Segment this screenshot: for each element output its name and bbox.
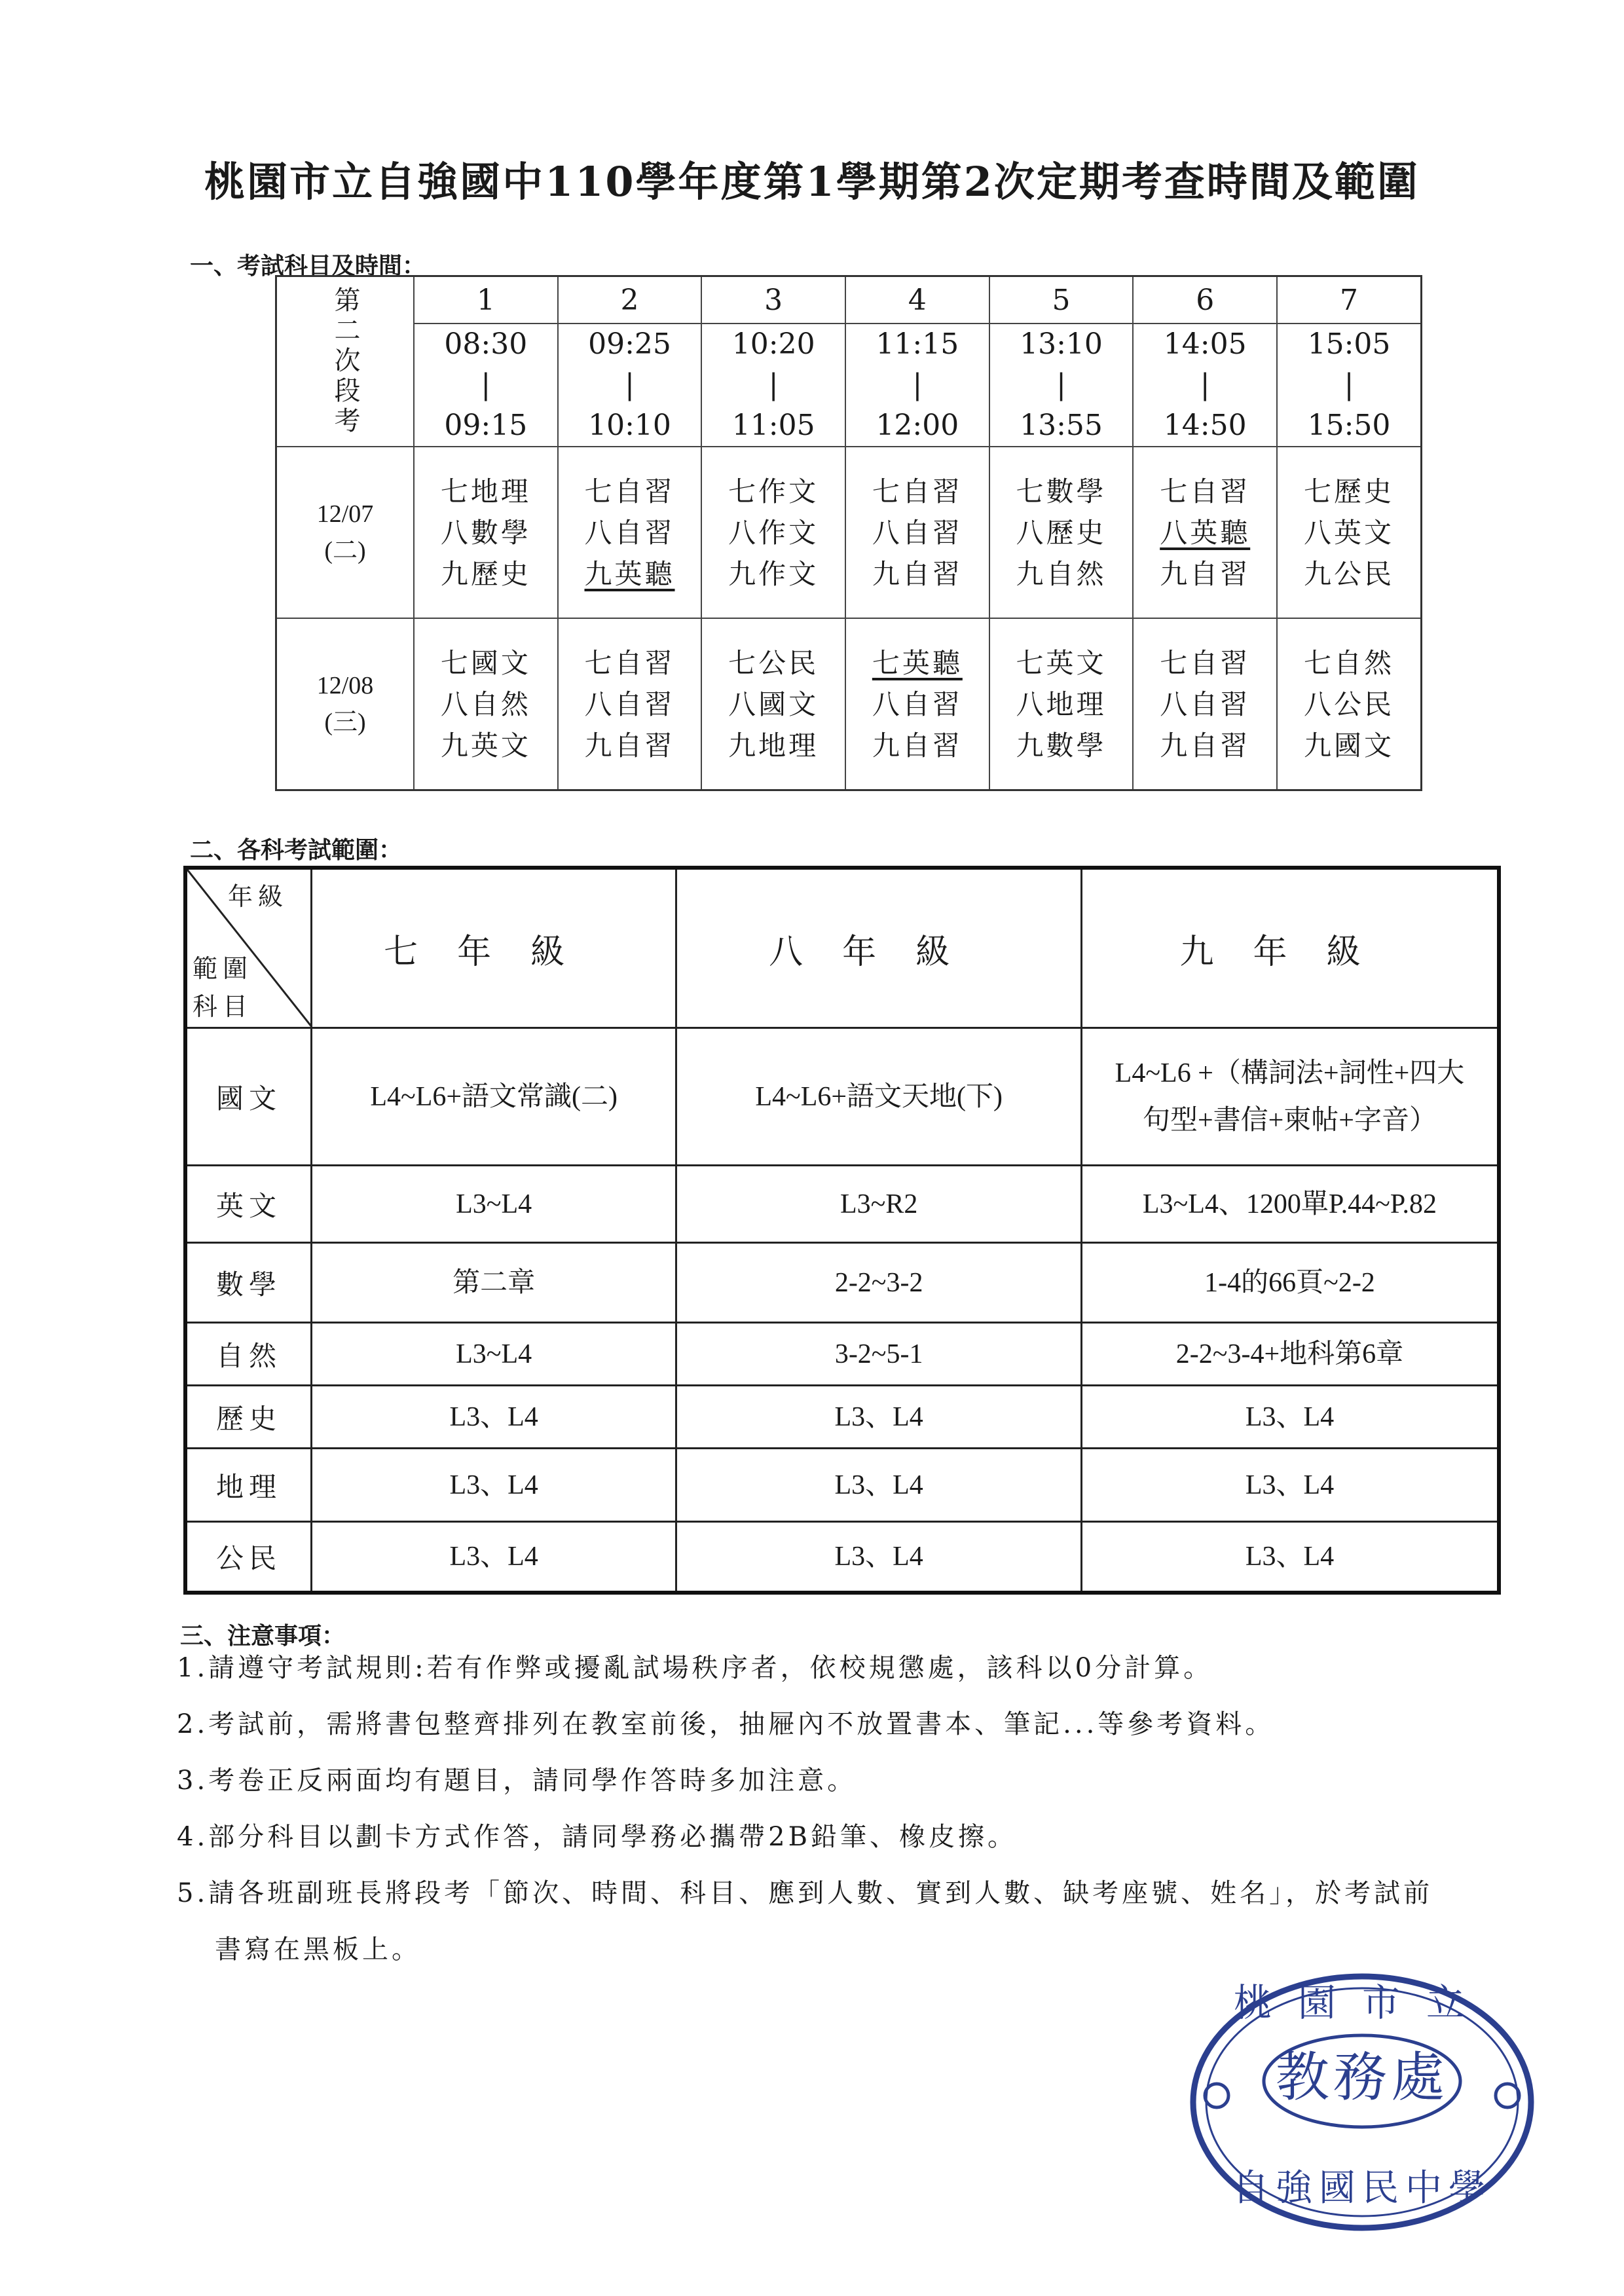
subject-name: 公民 <box>185 1522 311 1593</box>
subject-name: 歷史 <box>185 1386 311 1449</box>
range-cell: 第二章 <box>311 1243 676 1323</box>
range-cell: L3、L4 <box>311 1449 676 1522</box>
range-cell: 1-4的66頁~2-2 <box>1081 1243 1499 1323</box>
range-cell: L3~R2 <box>676 1166 1082 1243</box>
exam-schedule-table <box>275 275 1422 791</box>
exam-date: 12/07 (二) <box>276 447 415 618</box>
stamp-center-text: 教務處 <box>1275 2046 1449 2109</box>
schedule-cell: 七數學 八歷史 九自然 <box>989 447 1134 618</box>
range-cell: L3、L4 <box>676 1522 1082 1593</box>
period-time: 08:30 | 09:15 <box>414 324 558 447</box>
schedule-cell: 七自習 八自習 九自習 <box>1133 618 1277 790</box>
section3-heading: 三、注意事項： <box>180 1622 346 1650</box>
schedule-cell: 七地理 八數學 九歷史 <box>414 447 558 618</box>
period-number: 6 <box>1133 276 1277 324</box>
grade-header: 八年級 <box>676 868 1082 1028</box>
subject-name: 國文 <box>185 1028 311 1166</box>
section2-heading: 二、各科考試範圍： <box>190 836 403 864</box>
range-cell: L3、L4 <box>1081 1522 1499 1593</box>
period-number: 3 <box>701 276 845 324</box>
period-time: 09:25 | 10:10 <box>558 324 702 447</box>
exam-range-table <box>183 866 1501 1595</box>
period-time: 14:05 | 14:50 <box>1133 324 1277 447</box>
note-item: 2.考試前，需將書包整齊排列在教室前後，抽屜內不放置書本、筆記...等參考資料。 <box>177 1709 1275 1739</box>
period-time: 13:10 | 13:55 <box>989 324 1134 447</box>
notes-list <box>177 1647 1486 1985</box>
grade-header: 九年級 <box>1081 868 1499 1028</box>
schedule-cell: 七自習 八英聽 九自習 <box>1133 447 1277 618</box>
schedule-cell: 七作文 八作文 九作文 <box>701 447 845 618</box>
period-number: 2 <box>558 276 702 324</box>
schedule-header-label: 第二次段考 <box>276 276 415 447</box>
note-item: 5.請各班副班長將段考「節次、時間、科目、應到人數、實到人數、缺考座號、姓名」，於考試前 <box>177 1878 1433 1908</box>
range-cell: L3、L4 <box>311 1386 676 1449</box>
note-item-continued: 書寫在黑板上。 <box>215 1935 421 1965</box>
subject-name: 英文 <box>185 1166 311 1243</box>
range-cell: L3、L4 <box>676 1386 1082 1449</box>
plum-blossom-icon <box>1205 2084 1228 2107</box>
corner-grade-label: 年級 <box>228 882 289 911</box>
period-time: 10:20 | 11:05 <box>701 324 845 447</box>
note-item: 4.部分科目以劃卡方式作答，請同學務必攜帶2B鉛筆、橡皮擦。 <box>177 1822 1018 1852</box>
subject-name: 數學 <box>185 1243 311 1323</box>
schedule-cell: 七歷史 八英文 九公民 <box>1277 447 1421 618</box>
schedule-cell: 七自然 八公民 九國文 <box>1277 618 1421 790</box>
corner-range-label: 範圍 <box>193 954 253 983</box>
range-cell: 2-2~3-4+地科第6章 <box>1081 1323 1499 1386</box>
note-item: 1.請遵守考試規則:若有作弊或擾亂試場秩序者，依校規懲處，該科以0分計算。 <box>177 1653 1213 1683</box>
range-cell: L4~L6 +（構詞法+詞性+四大 句型+書信+柬帖+字音） <box>1081 1028 1499 1166</box>
stamp-top-text: 桃園市立 <box>1233 1980 1491 2025</box>
office-seal-stamp <box>1179 1965 1545 2240</box>
page-title: 桃園市立自強國中110學年度第1學期第2次定期考查時間及範圍 <box>204 158 1420 206</box>
schedule-cell: 七公民 八國文 九地理 <box>701 618 845 790</box>
section1-heading: 一、考試科目及時間： <box>190 252 426 280</box>
schedule-cell: 七英文 八地理 九數學 <box>989 618 1134 790</box>
period-number: 5 <box>989 276 1134 324</box>
subject-name: 自然 <box>185 1323 311 1386</box>
corner-header <box>185 868 311 1028</box>
schedule-cell: 七自習 八自習 九英聽 <box>558 447 702 618</box>
grade-header: 七年級 <box>311 868 676 1028</box>
range-cell: L3、L4 <box>1081 1449 1499 1522</box>
range-cell: L3、L4 <box>676 1449 1082 1522</box>
subject-name: 地理 <box>185 1449 311 1522</box>
range-cell: L3、L4 <box>311 1522 676 1593</box>
note-item: 3.考卷正反兩面均有題目，請同學作答時多加注意。 <box>177 1766 857 1796</box>
schedule-cell: 七自習 八自習 九自習 <box>845 447 989 618</box>
schedule-cell: 七自習 八自習 九自習 <box>558 618 702 790</box>
range-cell: L3、L4 <box>1081 1386 1499 1449</box>
period-number: 4 <box>845 276 989 324</box>
exam-date: 12/08 (三) <box>276 618 415 790</box>
schedule-cell: 七英聽 八自習 九自習 <box>845 618 989 790</box>
range-cell: L3~L4 <box>311 1323 676 1386</box>
period-number: 1 <box>414 276 558 324</box>
range-cell: L4~L6+語文天地(下) <box>676 1028 1082 1166</box>
schedule-cell: 七國文 八自然 九英文 <box>414 618 558 790</box>
corner-subject-label: 科目 <box>193 992 253 1021</box>
period-time: 11:15 | 12:00 <box>845 324 989 447</box>
period-number: 7 <box>1277 276 1421 324</box>
period-time: 15:05 | 15:50 <box>1277 324 1421 447</box>
range-cell: 3-2~5-1 <box>676 1323 1082 1386</box>
range-cell: 2-2~3-2 <box>676 1243 1082 1323</box>
stamp-bottom-text: 自強國民中學 <box>1232 2167 1492 2210</box>
range-cell: L3~L4、1200單P.44~P.82 <box>1081 1166 1499 1243</box>
range-cell: L4~L6+語文常識(二) <box>311 1028 676 1166</box>
range-cell: L3~L4 <box>311 1166 676 1243</box>
plum-blossom-icon <box>1496 2084 1519 2107</box>
